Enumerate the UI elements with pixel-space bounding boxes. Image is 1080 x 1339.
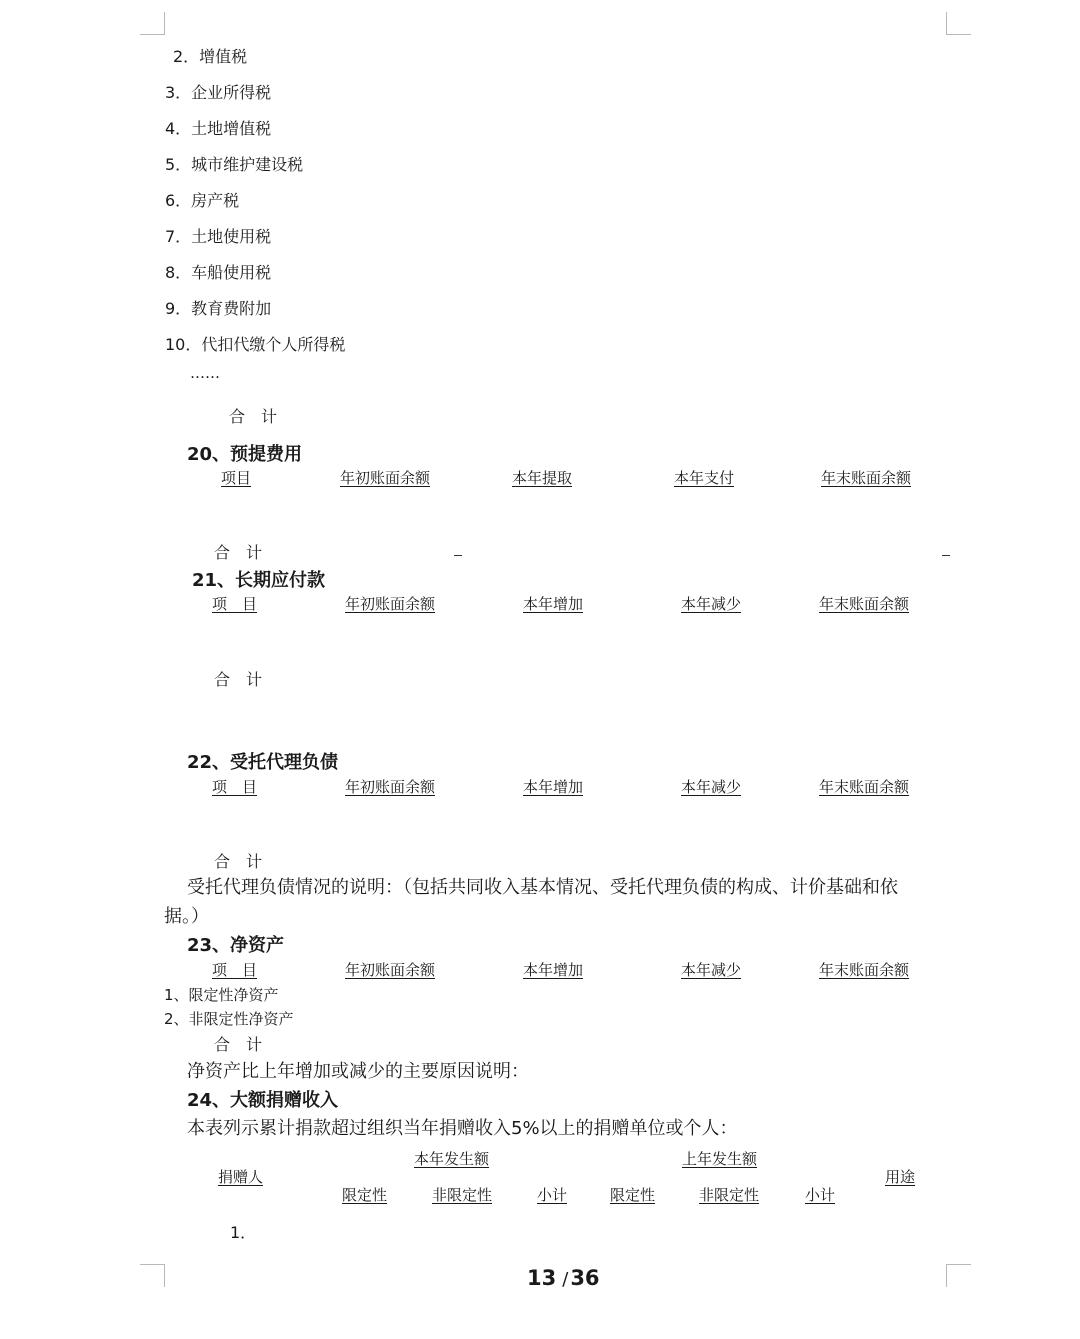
column-header: 本年增加 [523,961,584,979]
column-header: 限定性 [342,1186,388,1204]
column-header: 项目 [221,469,252,487]
column-header: 项 目 [212,595,258,613]
tax-item: 7．土地使用税 [165,227,272,246]
tax-item: 5．城市维护建设税 [165,155,304,174]
crop-mark-top-right [946,12,971,35]
section-22-note-continued: 据。） [164,906,209,927]
column-header: 本年增加 [523,595,584,613]
section-23-title: 23、净资产 [187,935,285,956]
column-header: 本年提取 [512,469,573,487]
section-20-title: 20、预提费用 [187,444,303,465]
column-header: 非限定性 [432,1186,493,1204]
tax-item: 2．增值税 [173,47,248,66]
tax-item: 9．教育费附加 [165,299,272,318]
ellipsis: …… [190,364,220,382]
column-header: 项 目 [212,778,258,796]
section-22-total: 合 计 [214,852,263,871]
column-header-usage: 用途 [885,1168,916,1186]
column-header: 非限定性 [699,1186,760,1204]
section-22-note: 受托代理负债情况的说明：（包括共同收入基本情况、受托代理负债的构成、计价基础和依 [187,877,898,898]
section-20-total: 合 计 [214,543,263,562]
column-header: 年初账面余额 [345,961,436,979]
tax-item: 4．土地增值税 [165,119,272,138]
section-24-title: 24、大额捐赠收入 [187,1090,339,1111]
column-header: 本年减少 [681,595,742,613]
section-21-title: 21、长期应付款 [192,570,326,591]
dash-mark [942,555,950,556]
column-header: 年末账面余额 [819,778,910,796]
column-header: 项 目 [212,961,258,979]
crop-mark-bottom-right [946,1264,971,1287]
tax-item: 8．车船使用税 [165,263,272,282]
section-23-total: 合 计 [214,1035,263,1054]
crop-mark-bottom-left [140,1264,165,1287]
table-row-label: 2、非限定性净资产 [164,1010,294,1028]
column-header: 本年支付 [674,469,735,487]
column-header: 年末账面余额 [821,469,912,487]
column-header: 本年减少 [681,961,742,979]
tax-total-label: 合 计 [229,407,278,426]
column-header: 本年减少 [681,778,742,796]
section-22-title: 22、受托代理负债 [187,752,339,773]
column-header: 年初账面余额 [345,595,436,613]
section-24-intro: 本表列示累计捐款超过组织当年捐赠收入5%以上的捐赠单位或个人： [187,1118,738,1139]
table-row-label: 1． [230,1223,257,1242]
tax-item: 6．房产税 [165,191,240,210]
column-header: 小计 [537,1186,568,1204]
column-header: 本年增加 [523,778,584,796]
tax-item: 10．代扣代缴个人所得税 [165,335,346,354]
section-21-total: 合 计 [214,670,263,689]
column-header: 年初账面余额 [340,469,431,487]
table-row-label: 1、限定性净资产 [164,986,279,1004]
crop-mark-top-left [140,12,165,35]
dash-mark [454,555,462,556]
current-page: 13 [527,1266,557,1290]
column-header: 小计 [805,1186,836,1204]
tax-item: 3．企业所得税 [165,83,272,102]
column-header: 年末账面余额 [819,595,910,613]
column-header-prior-year: 上年发生额 [682,1150,758,1168]
column-header-donor: 捐赠人 [218,1168,264,1186]
column-header: 限定性 [610,1186,656,1204]
column-header: 年末账面余额 [819,961,910,979]
page-separator: / [562,1269,569,1290]
page-indicator [527,1266,600,1290]
column-header-current-year: 本年发生额 [414,1150,490,1168]
total-pages: 36 [570,1266,600,1290]
column-header: 年初账面余额 [345,778,436,796]
section-23-note: 净资产比上年增加或减少的主要原因说明： [187,1061,529,1082]
